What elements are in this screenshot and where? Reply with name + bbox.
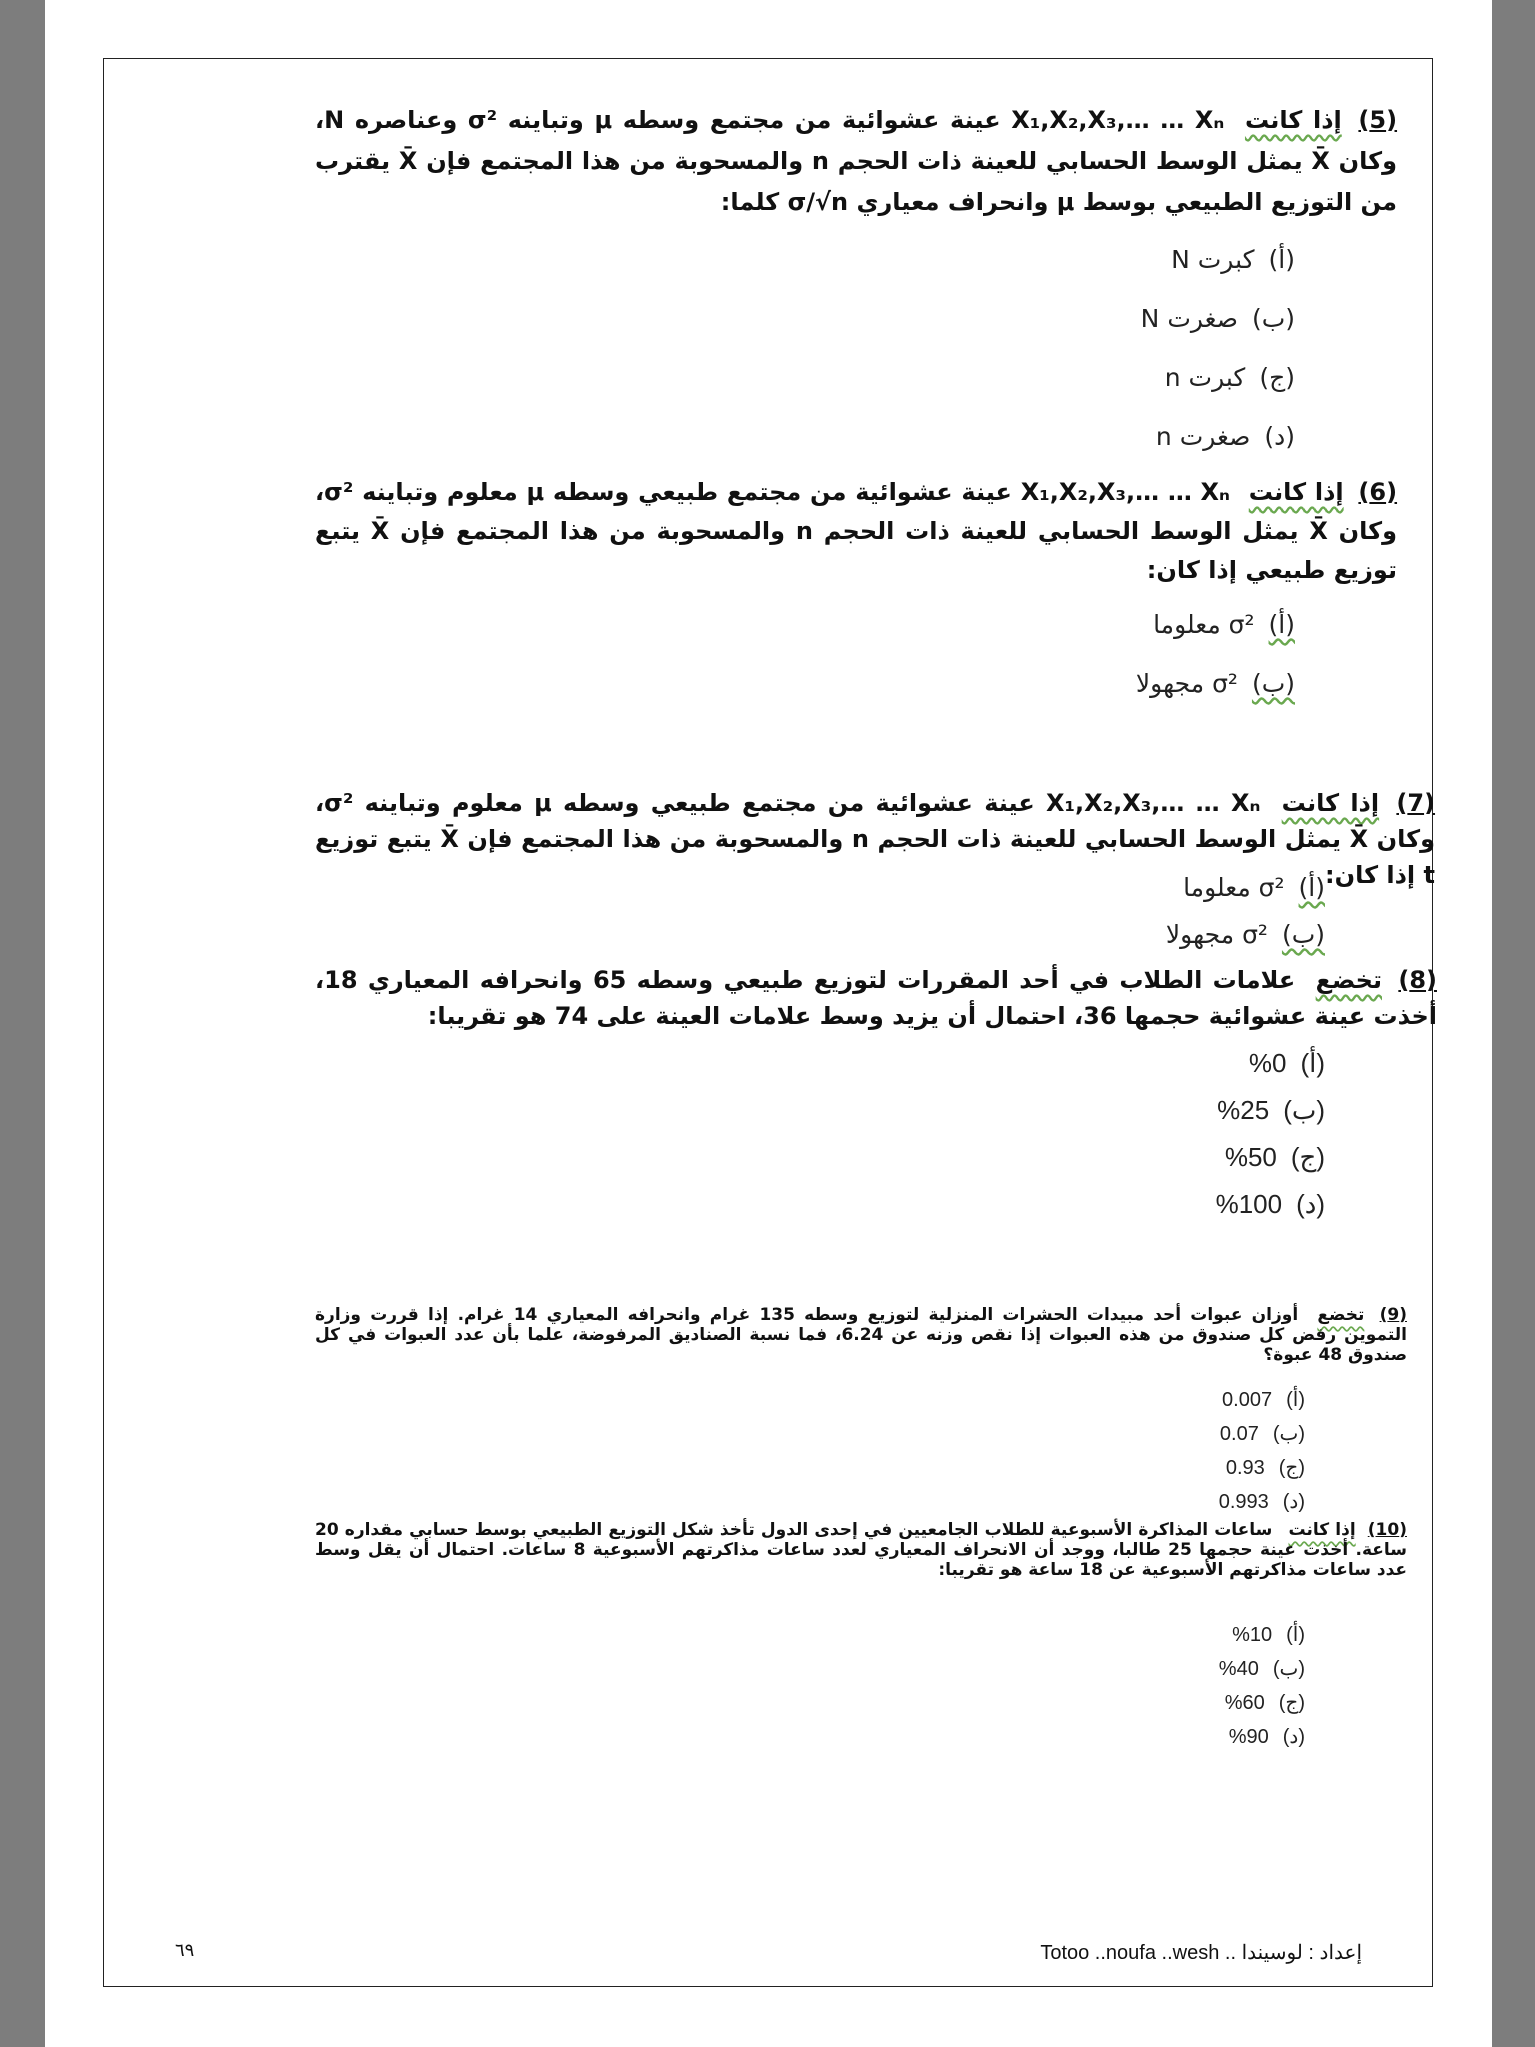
option-marker: (ج) bbox=[1278, 1692, 1305, 1714]
option-text: 60% bbox=[1224, 1692, 1265, 1714]
question-5 bbox=[315, 100, 1397, 223]
option-text: σ² مجهولا bbox=[1165, 920, 1268, 949]
option-text: صغرت n bbox=[1155, 422, 1251, 451]
option bbox=[1055, 1137, 1325, 1184]
option bbox=[1045, 605, 1295, 664]
option bbox=[1045, 417, 1295, 476]
option bbox=[1055, 915, 1325, 962]
question-lead: تخضع bbox=[1317, 1305, 1365, 1325]
option-text: 0.07 bbox=[1219, 1423, 1259, 1445]
option bbox=[1045, 1620, 1305, 1654]
option-text: 25% bbox=[1217, 1095, 1270, 1125]
options-list-10 bbox=[1045, 1620, 1305, 1756]
option-marker: (أ) bbox=[1286, 1624, 1305, 1646]
option-marker: (ب) bbox=[1272, 1658, 1305, 1680]
option-text: σ² مجهولا bbox=[1135, 669, 1238, 698]
option-marker: (ب) bbox=[1283, 1095, 1325, 1125]
option-marker: (د) bbox=[1282, 1726, 1305, 1748]
question-text: علامات الطلاب في أحد المقررات لتوزيع طبيعي وسطه 65 وانحرافه المعياري 18، أخذت عينة عشوائية حجمها 36، احتمال أن يزيد وسط علامات العينة على 74 هو تقريبا: bbox=[315, 966, 1437, 1030]
option-marker: (د) bbox=[1282, 1491, 1305, 1513]
question-number: (10) bbox=[1367, 1520, 1407, 1540]
question-text: أوزان عبوات أحد مبيدات الحشرات المنزلية لتوزيع وسطه 135 غرام وانحرافه المعياري 14 غرام. إذا قررت وزارة التموين رفض كل صندوق من هذه العبوات إذا نقص وزنه عن 6.24، فما نسبة الصناديق المرفوضة، علما بأن عدد العبوات في كل صندوق 48 عبوة؟ bbox=[315, 1305, 1407, 1365]
question-lead: إذا كانت bbox=[1281, 789, 1380, 817]
option bbox=[1045, 299, 1295, 358]
question-lead: إذا كانت bbox=[1248, 478, 1344, 506]
option-marker: (ب) bbox=[1281, 920, 1325, 949]
option bbox=[1045, 240, 1295, 299]
option-marker: (أ) bbox=[1286, 1389, 1305, 1411]
option-marker: (ج) bbox=[1290, 1142, 1325, 1172]
option bbox=[1045, 1722, 1305, 1756]
option-text: 0% bbox=[1248, 1048, 1287, 1078]
option bbox=[1045, 1419, 1305, 1453]
option-marker: (ج) bbox=[1278, 1457, 1305, 1479]
question-lead: تخضع bbox=[1315, 966, 1382, 994]
option bbox=[1055, 1184, 1325, 1231]
option bbox=[1045, 358, 1295, 417]
option-text: 40% bbox=[1218, 1658, 1259, 1680]
question-text: ساعات المذاكرة الأسبوعية للطلاب الجامعيين في إحدى الدول تأخذ شكل التوزيع الطبيعي بوسط حسابي مقداره 20 ساعة. أخذت عينة حجمها 25 طالبا، ووجد أن الانحراف المعياري لعدد ساعات مذاكرتهم الأسبوعية 8 ساعات. احتمال أن يقل وسط عدد ساعات مذاكرتهم الأسبوعية عن 18 ساعة هو تقريبا: bbox=[315, 1520, 1408, 1580]
question-number: (7) bbox=[1396, 789, 1436, 817]
option-marker: (أ) bbox=[1300, 1048, 1325, 1078]
question-number: (5) bbox=[1358, 106, 1398, 134]
option-text: 100% bbox=[1215, 1189, 1283, 1219]
option-text: كبرت N bbox=[1171, 245, 1255, 274]
options-list-8 bbox=[1055, 1043, 1325, 1231]
option-text: 0.93 bbox=[1225, 1457, 1265, 1479]
option-text: σ² معلوما bbox=[1153, 610, 1255, 639]
option bbox=[1045, 1487, 1305, 1521]
options-list-6 bbox=[1045, 605, 1295, 723]
document-page bbox=[45, 0, 1492, 2047]
option bbox=[1055, 868, 1325, 915]
option-text: صغرت N bbox=[1140, 304, 1238, 333]
option bbox=[1045, 1453, 1305, 1487]
question-number: (8) bbox=[1398, 966, 1437, 994]
option bbox=[1045, 1688, 1305, 1722]
option bbox=[1045, 1385, 1305, 1419]
question-9 bbox=[315, 1305, 1407, 1365]
question-lead: إذا كانت bbox=[1244, 106, 1342, 134]
option-marker: (ب) bbox=[1272, 1423, 1305, 1445]
question-number: (6) bbox=[1358, 478, 1398, 506]
option-marker: (د) bbox=[1296, 1189, 1325, 1219]
options-list-5 bbox=[1045, 240, 1295, 476]
option-text: 10% bbox=[1232, 1624, 1273, 1646]
option bbox=[1055, 1043, 1325, 1090]
question-lead: إذا كانت bbox=[1288, 1520, 1356, 1540]
option-text: σ² معلوما bbox=[1183, 873, 1285, 902]
option-marker: (ب) bbox=[1251, 669, 1295, 698]
option-text: 90% bbox=[1228, 1726, 1269, 1748]
option-text: كبرت n bbox=[1164, 363, 1246, 392]
options-list-9 bbox=[1045, 1385, 1305, 1521]
question-number: (9) bbox=[1379, 1305, 1407, 1325]
question-10 bbox=[315, 1520, 1407, 1580]
option-text: 50% bbox=[1224, 1142, 1277, 1172]
option-marker: (ب) bbox=[1251, 304, 1295, 333]
question-text: X₁,X₂,X₃,… … Xₙ عينة عشوائية من مجتمع وسطه μ وتباينه σ² وعناصره N، وكان X̄ يمثل الوسط الحسابي للعينة ذات الحجم n والمسحوبة من هذا المجتمع فإن X̄ يقترب من التوزيع الطبيعي بوسط μ وانحراف معياري σ/√n كلما: bbox=[315, 106, 1398, 216]
option-marker: (ج) bbox=[1259, 363, 1295, 392]
option bbox=[1055, 1090, 1325, 1137]
option bbox=[1045, 1654, 1305, 1688]
question-8 bbox=[315, 962, 1437, 1034]
footer-credit: إعداد : لوسيندا .. Totoo ..noufa ..wesh bbox=[1040, 1942, 1362, 1964]
question-text: X₁,X₂,X₃,… … Xₙ عينة عشوائية من مجتمع طبيعي وسطه μ معلوم وتباينه σ²، وكان X̄ يمثل الوسط الحسابي للعينة ذات الحجم n والمسحوبة من هذا المجتمع فإن X̄ يتبع توزيع طبيعي إذا كان: bbox=[315, 478, 1397, 584]
option-marker: (د) bbox=[1264, 422, 1295, 451]
option-text: 0.993 bbox=[1218, 1491, 1269, 1513]
option bbox=[1045, 664, 1295, 723]
question-6 bbox=[315, 473, 1397, 590]
option-marker: (أ) bbox=[1268, 610, 1295, 639]
options-list-7 bbox=[1055, 868, 1325, 962]
page-number: ٦٩ bbox=[175, 1940, 195, 1961]
option-marker: (أ) bbox=[1268, 245, 1295, 274]
option-text: 0.007 bbox=[1222, 1389, 1273, 1411]
question-text: X₁,X₂,X₃,… … Xₙ عينة عشوائية من مجتمع طبيعي وسطه μ معلوم وتباينه σ²، وكان X̄ يمثل الوسط الحسابي للعينة ذات الحجم n والمسحوبة من هذا المجتمع فإن X̄ يتبع توزيع t إذا كان: bbox=[315, 789, 1436, 889]
option-marker: (أ) bbox=[1298, 873, 1325, 902]
